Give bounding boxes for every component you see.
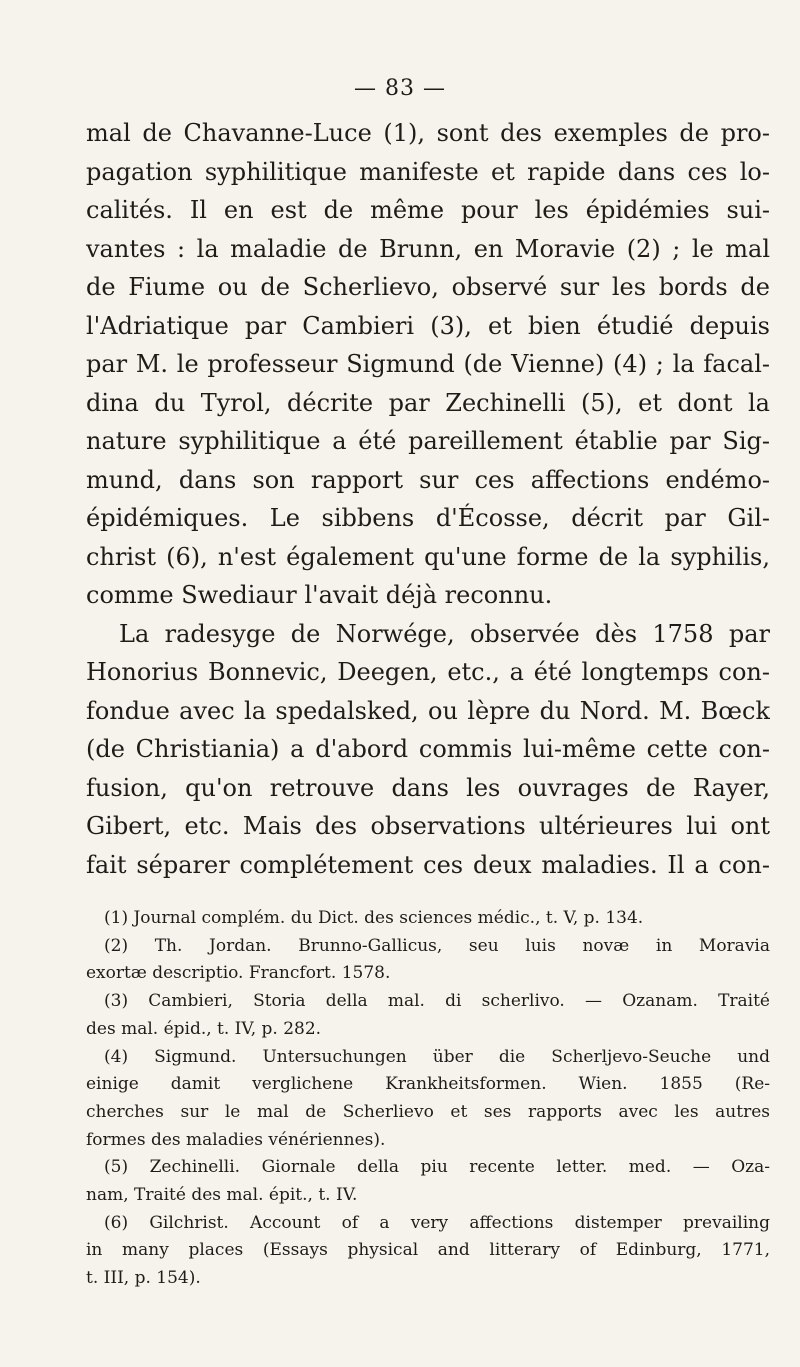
footnotes <box>86 905 770 1293</box>
footnote-line: (1) Journal complém. du Dict. des sciences médic., t. V, p. 134. <box>104 908 644 928</box>
footnote-line: (5) Zechinelli. Giornale della piu recente letter. med. — Oza- <box>104 1157 770 1178</box>
body-line: mund, dans son rapport sur ces affections endémo- <box>86 465 770 494</box>
footnote-line: in many places (Essays physical and litterary of Edinburg, 1771, <box>86 1240 770 1261</box>
body-line: comme Swediaur l'avait déjà reconnu. <box>86 581 553 609</box>
body-line: Honorius Bonnevic, Deegen, etc., a été longtemps con- <box>86 658 770 686</box>
footnote-line: cherches sur le mal de Scherlievo et ses rapports avec les autres <box>86 1101 770 1122</box>
footnote-line: des mal. épid., t. IV, p. 282. <box>86 1018 322 1039</box>
footnote-line: einige damit verglichene Krankheitsformen. Wien. 1855 (Re- <box>86 1074 770 1095</box>
body-line: épidémiques. Le sibbens d'Écosse, décrit par Gil- <box>86 504 770 532</box>
footnote-line: (4) Sigmund. Untersuchungen über die Scherljevo-Seuche und <box>104 1046 770 1067</box>
body-line: nature syphilitique a été pareillement établie par Sig- <box>86 427 770 455</box>
body-line: pagation syphilitique manifeste et rapide dans ces lo- <box>86 157 770 186</box>
body-line: vantes : la maladie de Brunn, en Moravie (2) ; le mal <box>86 234 770 263</box>
footnote-line: (3) Cambieri, Storia della mal. di scherlivo. — Ozanam. Traité <box>104 991 770 1012</box>
body-line: mal de Chavanne-Luce (1), sont des exemples de pro- <box>86 119 770 147</box>
footnote-line: formes des maladies vénériennes). <box>86 1129 386 1150</box>
footnote-line: exortæ descriptio. Francfort. 1578. <box>86 963 391 984</box>
body-line: fait séparer complétement ces deux maladies. Il a con- <box>86 850 770 879</box>
body-line: de Fiume ou de Scherlievo, observé sur les bords de <box>86 273 770 301</box>
body-line: dina du Tyrol, décrite par Zechinelli (5), et dont la <box>86 388 770 417</box>
body-line: (de Christiania) a d'abord commis lui-même cette con- <box>86 735 770 763</box>
footnote-line: (2) Th. Jordan. Brunno-Gallicus, seu luis novæ in Moravia <box>104 935 770 956</box>
footnote-line: t. III, p. 154). <box>86 1268 201 1289</box>
body-line: fusion, qu'on retrouve dans les ouvrages de Rayer, <box>86 773 770 802</box>
body-line: La radesyge de Norwége, observée dès 1758 par <box>119 619 770 648</box>
body-line: Gibert, etc. Mais des observations ultérieures lui ont <box>86 812 770 840</box>
footnote-line: (6) Gilchrist. Account of a very affections distemper prevailing <box>104 1212 770 1233</box>
page-number: — 83 — <box>354 76 446 101</box>
body-text <box>86 114 770 884</box>
body-line: l'Adriatique par Cambieri (3), et bien étudié depuis <box>86 311 770 340</box>
body-line: calités. Il en est de même pour les épidémies sui- <box>86 196 770 224</box>
body-line: christ (6), n'est également qu'une forme de la syphilis, <box>86 542 770 571</box>
footnote-line: nam, Traité des mal. épit., t. IV. <box>86 1185 358 1206</box>
body-line: fondue avec la spedalsked, ou lèpre du Nord. M. Bœck <box>86 696 770 725</box>
body-line: par M. le professeur Sigmund (de Vienne) (4) ; la facal- <box>86 350 770 378</box>
